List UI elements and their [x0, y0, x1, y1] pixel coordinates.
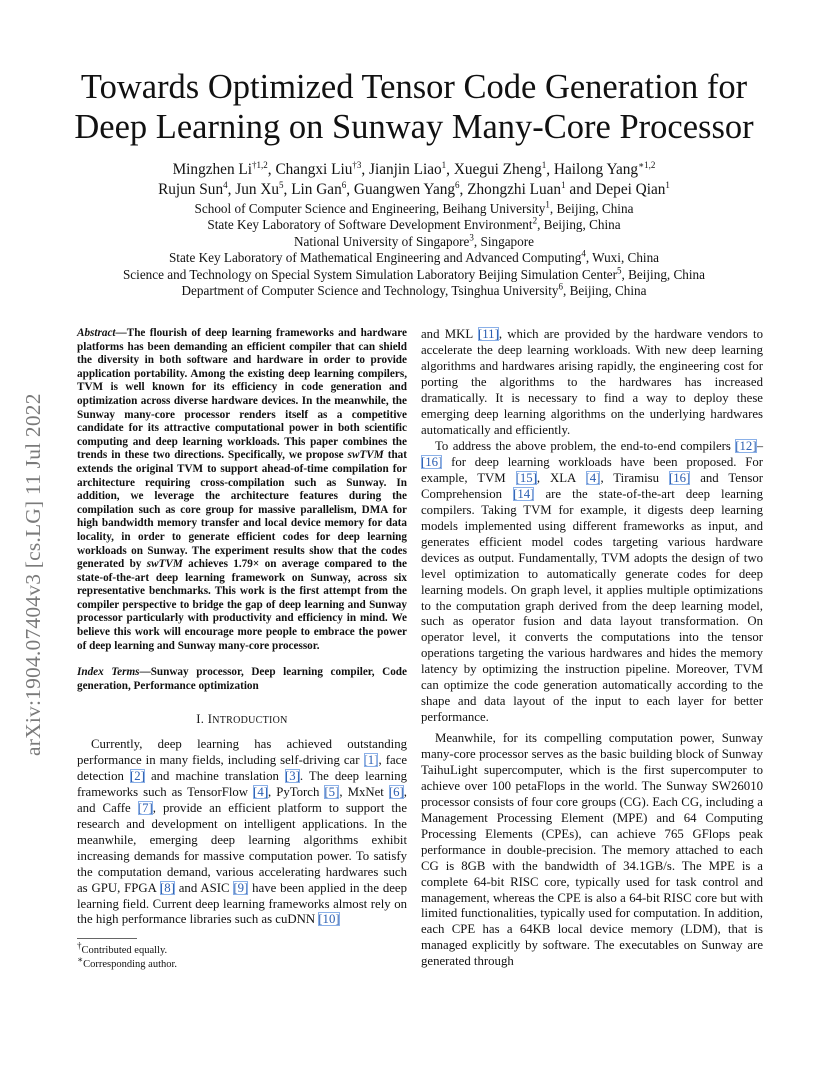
abstract-text: achieves 1.79× on average compared to the state-of-the-art deep learning framework on Sunway, across six representative benchmarks. This work is the first attempt from the compiler perspective to bridge the gap of deep learning and Sunway processor particularly with productivity and efficiency in mind. We believe this work will encourage more people to embrace the power of deep learning and Sunway many-core processor.: [77, 558, 407, 652]
footnotes: [77, 940, 178, 971]
body-text: To address the above problem, the end-to-end compilers: [435, 439, 736, 453]
citation-link[interactable]: [ 14 ]: [513, 487, 534, 501]
author: Zhongzhi Luan: [467, 181, 562, 198]
citation-link[interactable]: [ 10 ]: [318, 912, 339, 926]
index-terms: [77, 666, 407, 693]
section-title-initial: I: [207, 712, 213, 726]
author-affil: 1: [441, 159, 447, 170]
body-text: , face detection: [77, 752, 407, 783]
affiliation-location: , Wuxi, China: [585, 250, 660, 266]
citation-link[interactable]: [ 9 ]: [233, 881, 248, 895]
citation-link[interactable]: [ 16 ]: [669, 471, 690, 485]
citation-link[interactable]: [ 4 ]: [253, 785, 268, 799]
affiliation-mark: 6: [558, 281, 563, 292]
body-text: Meanwhile, for its compelling computation power, Sunway many-core processor serves as the basic building block of Sunway TaihuLight supercomputer, which is the first supercomputer to achieve over 100 petaFlops in the world. The Sunway SW26010 processor consists of four core groups (CG). Each CG, including a Management Processing Element (MPE) and 64 Computing Processing Elements (CPEs), can achieve 765 GFlops peak performance in double-precision. The memory attached to each CG is 8GB with the bandwidth of 34.1GB/s. The MPE is a complete 64-bit RISC core, typically used for task control and management, whereas the CPE is also a 64-bit RISC core but with limited functionalities, typically used for computation. In addition, each CPE has a 64KB local device memory (LDM), that is managed explicitly by software. The executables on Sunway are generated through: [421, 731, 763, 969]
affiliation-text: National University of Singapore: [293, 233, 470, 249]
system-name: swTVM: [146, 558, 183, 571]
footnote: [77, 940, 177, 958]
affiliation-mark: 3: [469, 232, 474, 243]
citation-link[interactable]: [ 2 ]: [130, 769, 145, 783]
affiliation-location: , Beijing, China: [549, 201, 634, 216]
abstract-text: —The flourish of deep learning frameworks and hardware platforms has been demanding an efficient compiler that can shield the diversity in both software and hardware in order to provide application portability. Among the existing deep learning compilers, TVM is well known for its efficiency in code generation and optimization across diverse hardware devices. In the meanwhile, the Sunway many-core processor renders itself as a competitive candidate for its attractive computational power in both scientific computing and deep learning workloads. This paper combines the trends in these two directions. Specifically, we propose: [77, 327, 407, 462]
author-affil: 1: [541, 159, 547, 170]
section-title-rest: NTRODUCTION: [212, 715, 288, 726]
affiliation-location: , Beijing, China: [537, 217, 621, 233]
author-affil: ∗1,2: [638, 159, 656, 170]
citation-link[interactable]: [ 12 ]: [735, 439, 756, 453]
footnote-mark: ∗: [77, 954, 84, 964]
author: Xuegui Zheng: [453, 161, 542, 178]
abstract-text: that extends the original TVM to support ahead-of-time compilation for architecture requiring cross-compilation such as Sunway. In addition, we leverage the architecture features during the compilation such as core group for massive parallelism, DMA for high bandwidth memory transfer and local device memory for data locality, in order to generate efficient codes for deep learning workloads on Sunway. The experiment results show that the codes generated by: [77, 449, 407, 571]
affiliation-mark: 4: [581, 248, 586, 259]
abstract-label: Abstract: [77, 327, 116, 339]
author-affil: †1,2: [252, 159, 268, 170]
footnote-text: Contributed equally.: [81, 945, 168, 956]
affiliation: [20, 283, 808, 299]
author-affil: 5: [279, 179, 284, 190]
author: Jianjin Liao: [369, 161, 442, 178]
author-affil: 6: [455, 179, 460, 190]
section-number: I.: [196, 712, 208, 726]
affiliation: [20, 201, 808, 217]
body-text: have been applied in the deep learning field. Current deep learning frameworks almost rely on the high performance libraries such as cuDNN: [77, 880, 407, 927]
right-paragraph-1: [421, 327, 763, 439]
affiliation-mark: 1: [545, 199, 550, 210]
affiliation-mark: 2: [532, 216, 538, 227]
affiliation-text: Science and Technology on Special System Simulation Laboratory Beijing Simulation Center: [122, 266, 617, 282]
system-name: swTVM: [347, 449, 384, 462]
affiliation-location: , Beijing, China: [621, 266, 706, 282]
body-text: for deep learning workloads have been proposed. For example, TVM: [421, 454, 763, 485]
body-text: , XLA: [536, 470, 586, 485]
affiliation: [20, 217, 808, 233]
body-text: and MKL: [421, 327, 478, 341]
footnote: [77, 954, 178, 972]
footnote-rule: [77, 938, 137, 939]
footnote-text: Corresponding author.: [83, 958, 178, 970]
author-list: [40, 160, 788, 200]
citation-link[interactable]: [ 5 ]: [324, 785, 339, 799]
author: Lin Gan: [291, 181, 342, 198]
citation-link[interactable]: [ 11 ]: [478, 327, 499, 341]
author-affil: 4: [223, 179, 228, 190]
affiliation: [20, 250, 808, 266]
author: Changxi Liu: [275, 161, 353, 178]
index-terms-text: —Sunway processor, Deep learning compiler, Code generation, Performance optimization: [77, 666, 407, 692]
body-text: and Tensor Comprehension: [421, 470, 763, 501]
affiliation: [20, 267, 808, 283]
citation-range-dash: –: [756, 439, 763, 453]
affiliation-text: Department of Computer Science and Technology, Tsinghua University: [181, 283, 559, 299]
section-heading-introduction: [77, 712, 407, 727]
body-text: and machine translation: [144, 768, 285, 783]
affiliation: [20, 234, 808, 250]
body-text: , provide an efficient platform to support the research and development on intelligent applications. In the meanwhile, emerging deep learning algorithms exhibit increasing demands for massive computation power. To satisfy the computation demand, various accelerating hardwares such as GPU, FPGA: [77, 800, 407, 895]
body-text: , and Caffe: [77, 784, 407, 815]
affiliation-mark: 5: [616, 265, 622, 276]
affiliation-text: State Key Laboratory of Software Development Environment: [207, 217, 533, 233]
paper-title: [40, 67, 788, 147]
body-text: , MxNet: [339, 784, 389, 799]
body-text: and ASIC: [174, 880, 234, 895]
citation-link[interactable]: [ 3 ]: [285, 769, 300, 783]
author: Guangwen Yang: [353, 181, 456, 198]
author: Rujun Sun: [158, 181, 224, 198]
body-text: , Tiramisu: [600, 470, 669, 485]
affiliation-list: [20, 201, 808, 299]
body-text: are the state-of-the-art deep learning compilers. Taking TVM for example, it digests deep learning models implemented using different frameworks as input, and generates efficient model codes targeting various hardware devices as output. Fundamentally, TVM adopts the design of two level optimization to automatically generate codes for deep learning models. On graph level, it applies multiple optimizations to the computation graph derived from the deep learning model, such as operator fusion and data layout transformation. On operator level, it converts the computations into the tensor operations targeting the various hardwares and hides the memory latency by optimizing the instruction pipeline. Moreover, TVM can optimize the code generation automatically according to the shape and data layout of the input to each layer for better performance.: [421, 486, 763, 725]
author-line-1: Mingzhen Li$^{\dagger 1,2}$, Changxi Liu$^{\dagger 3}$, Jianjin Liao$^1$, Xuegui Zheng$^1$, Hailong Yang$^{∗1,2}$: [172, 159, 656, 178]
citation-link[interactable]: [ 1 ]: [364, 753, 379, 767]
citation-link[interactable]: [ 4 ]: [586, 471, 601, 485]
author-affil: †3: [352, 159, 362, 170]
abstract: [77, 327, 407, 653]
right-paragraph-3: [421, 731, 763, 970]
author: Hailong Yang: [553, 161, 639, 178]
affiliation-text: School of Computer Science and Engineering, Beihang University: [194, 201, 546, 216]
citation-link[interactable]: [ 8 ]: [160, 881, 175, 895]
footnote-mark: †: [77, 940, 82, 951]
index-terms-label: Index Terms: [77, 666, 140, 678]
author-line-2: Rujun Sun$^4$, Jun Xu$^5$, Lin Gan$^6$, Guangwen Yang$^6$, Zhongzhi Luan$^1$ and Depei Qian$^1$: [158, 179, 670, 198]
affiliation-location: , Singapore: [473, 233, 534, 249]
author: Depei Qian: [595, 181, 666, 198]
body-text: Currently, deep learning has achieved outstanding performance in many fields, including self-driving car: [77, 737, 407, 767]
body-text: , PyTorch: [267, 784, 325, 799]
author-affil: 6: [341, 179, 347, 190]
affiliation-text: State Key Laboratory of Mathematical Engineering and Advanced Computing: [168, 250, 582, 266]
author: Jun Xu: [235, 181, 280, 198]
citation-link[interactable]: [ 15 ]: [516, 471, 537, 485]
intro-paragraph: [77, 737, 407, 928]
title-line-2: Deep Learning on Sunway Many-Core Processor: [74, 108, 754, 146]
citation-link[interactable]: [ 7 ]: [138, 801, 153, 815]
title-line-1: Towards Optimized Tensor Code Generation for: [80, 68, 748, 106]
body-text: , which are provided by the hardware vendors to accelerate the deep learning workloads. With new deep learning algorithms and hardwares arising rapidly, the engineering cost for porting the algorithms to the hardwares has increased dramatically. It is necessary to find a way to deploy these emerging deep learning algorithms on the underlying hardwares automatically and efficiently.: [421, 327, 763, 437]
citation-link[interactable]: [ 6 ]: [389, 785, 404, 799]
author-affil: 1: [665, 179, 670, 190]
affiliation-location: , Beijing, China: [562, 283, 647, 299]
right-paragraph-2: [421, 439, 763, 726]
author: Mingzhen Li: [172, 161, 253, 178]
arxiv-stamp: arXiv:1904.07404v3 [cs.LG] 11 Jul 2022: [21, 393, 45, 756]
citation-link[interactable]: [ 16 ]: [421, 455, 442, 469]
author-affil: 1: [561, 179, 566, 190]
body-text: . The deep learning frameworks such as TensorFlow: [77, 768, 408, 799]
